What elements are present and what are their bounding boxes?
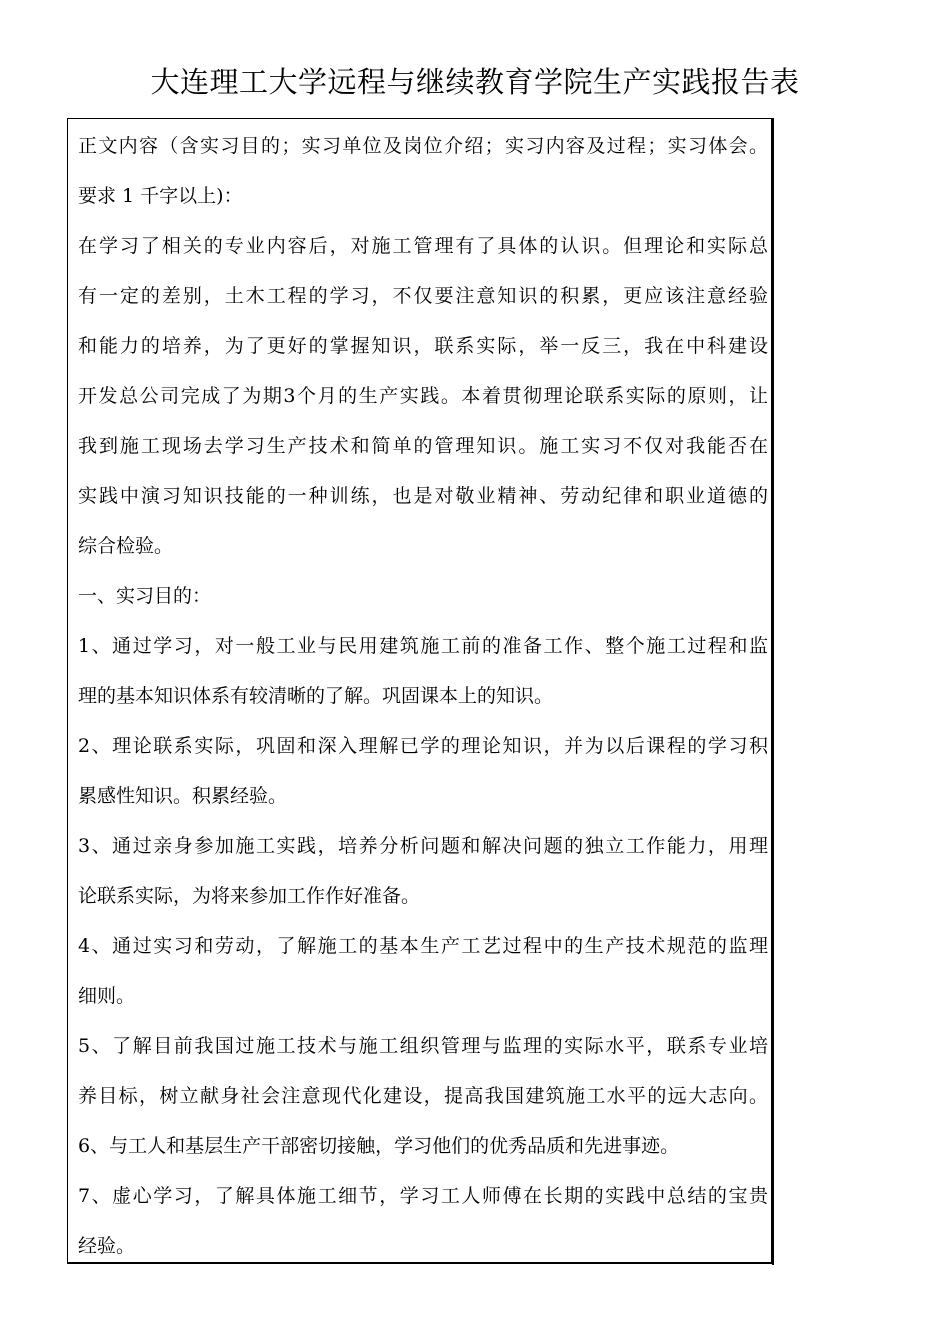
table-right-double-line (772, 118, 774, 1265)
list-item: 7、虚心学习，了解具体施工细节，学习工人师傅在长期的实践中总结的宝贵 (78, 1185, 768, 1207)
list-item: 经验。 (78, 1235, 136, 1257)
body-line: 在学习了相关的专业内容后，对施工管理有了具体的认识。但理论和实际总 (78, 235, 768, 257)
body-line: 开发总公司完成了为期3个月的生产实践。本着贯彻理论联系实际的原则，让 (78, 385, 768, 407)
list-item: 1、通过学习，对一般工业与民用建筑施工前的准备工作、整个施工过程和监 (78, 635, 768, 657)
list-item: 2、理论联系实际，巩固和深入理解已学的理论知识，并为以后课程的学习积 (78, 735, 768, 757)
body-line: 正文内容（含实习目的；实习单位及岗位介绍；实习内容及过程；实习体会。 (78, 135, 768, 157)
list-item: 5、了解目前我国过施工技术与施工组织管理与监理的实际水平，联系专业培 (78, 1035, 768, 1057)
document-title: 大连理工大学远程与继续教育学院生产实践报告表 (150, 65, 800, 99)
list-item: 6、与工人和基层生产干部密切接触，学习他们的优秀品质和先进事迹。 (78, 1135, 680, 1157)
list-item: 论联系实际，为将来参加工作作好准备。 (78, 885, 421, 907)
list-item: 养目标，树立献身社会注意现代化建设，提高我国建筑施工水平的远大志向。 (78, 1085, 768, 1107)
body-line: 要求 1 千字以上)： (78, 185, 243, 207)
section-heading: 一、实习目的： (78, 585, 212, 607)
body-line: 和能力的培养，为了更好的掌握知识，联系实际，举一反三，我在中科建设 (78, 335, 768, 357)
body-line: 我到施工现场去学习生产技术和简单的管理知识。施工实习不仅对我能否在 (78, 435, 768, 457)
body-line: 有一定的差别，土木工程的学习，不仅要注意知识的积累，更应该注意经验 (78, 285, 768, 307)
body-line: 实践中演习知识技能的一种训练，也是对敬业精神、劳动纪律和职业道德的 (78, 485, 768, 507)
list-item: 3、通过亲身参加施工实践，培养分析问题和解决问题的独立工作能力，用理 (78, 835, 768, 857)
body-line: 综合检验。 (78, 535, 174, 557)
list-item: 累感性知识。积累经验。 (78, 785, 288, 807)
list-item: 细则。 (78, 985, 136, 1007)
list-item: 理的基本知识体系有较清晰的了解。巩固课本上的知识。 (78, 685, 554, 707)
list-item: 4、通过实习和劳动，了解施工的基本生产工艺过程中的生产技术规范的监理 (78, 935, 768, 957)
report-body (78, 121, 768, 1271)
